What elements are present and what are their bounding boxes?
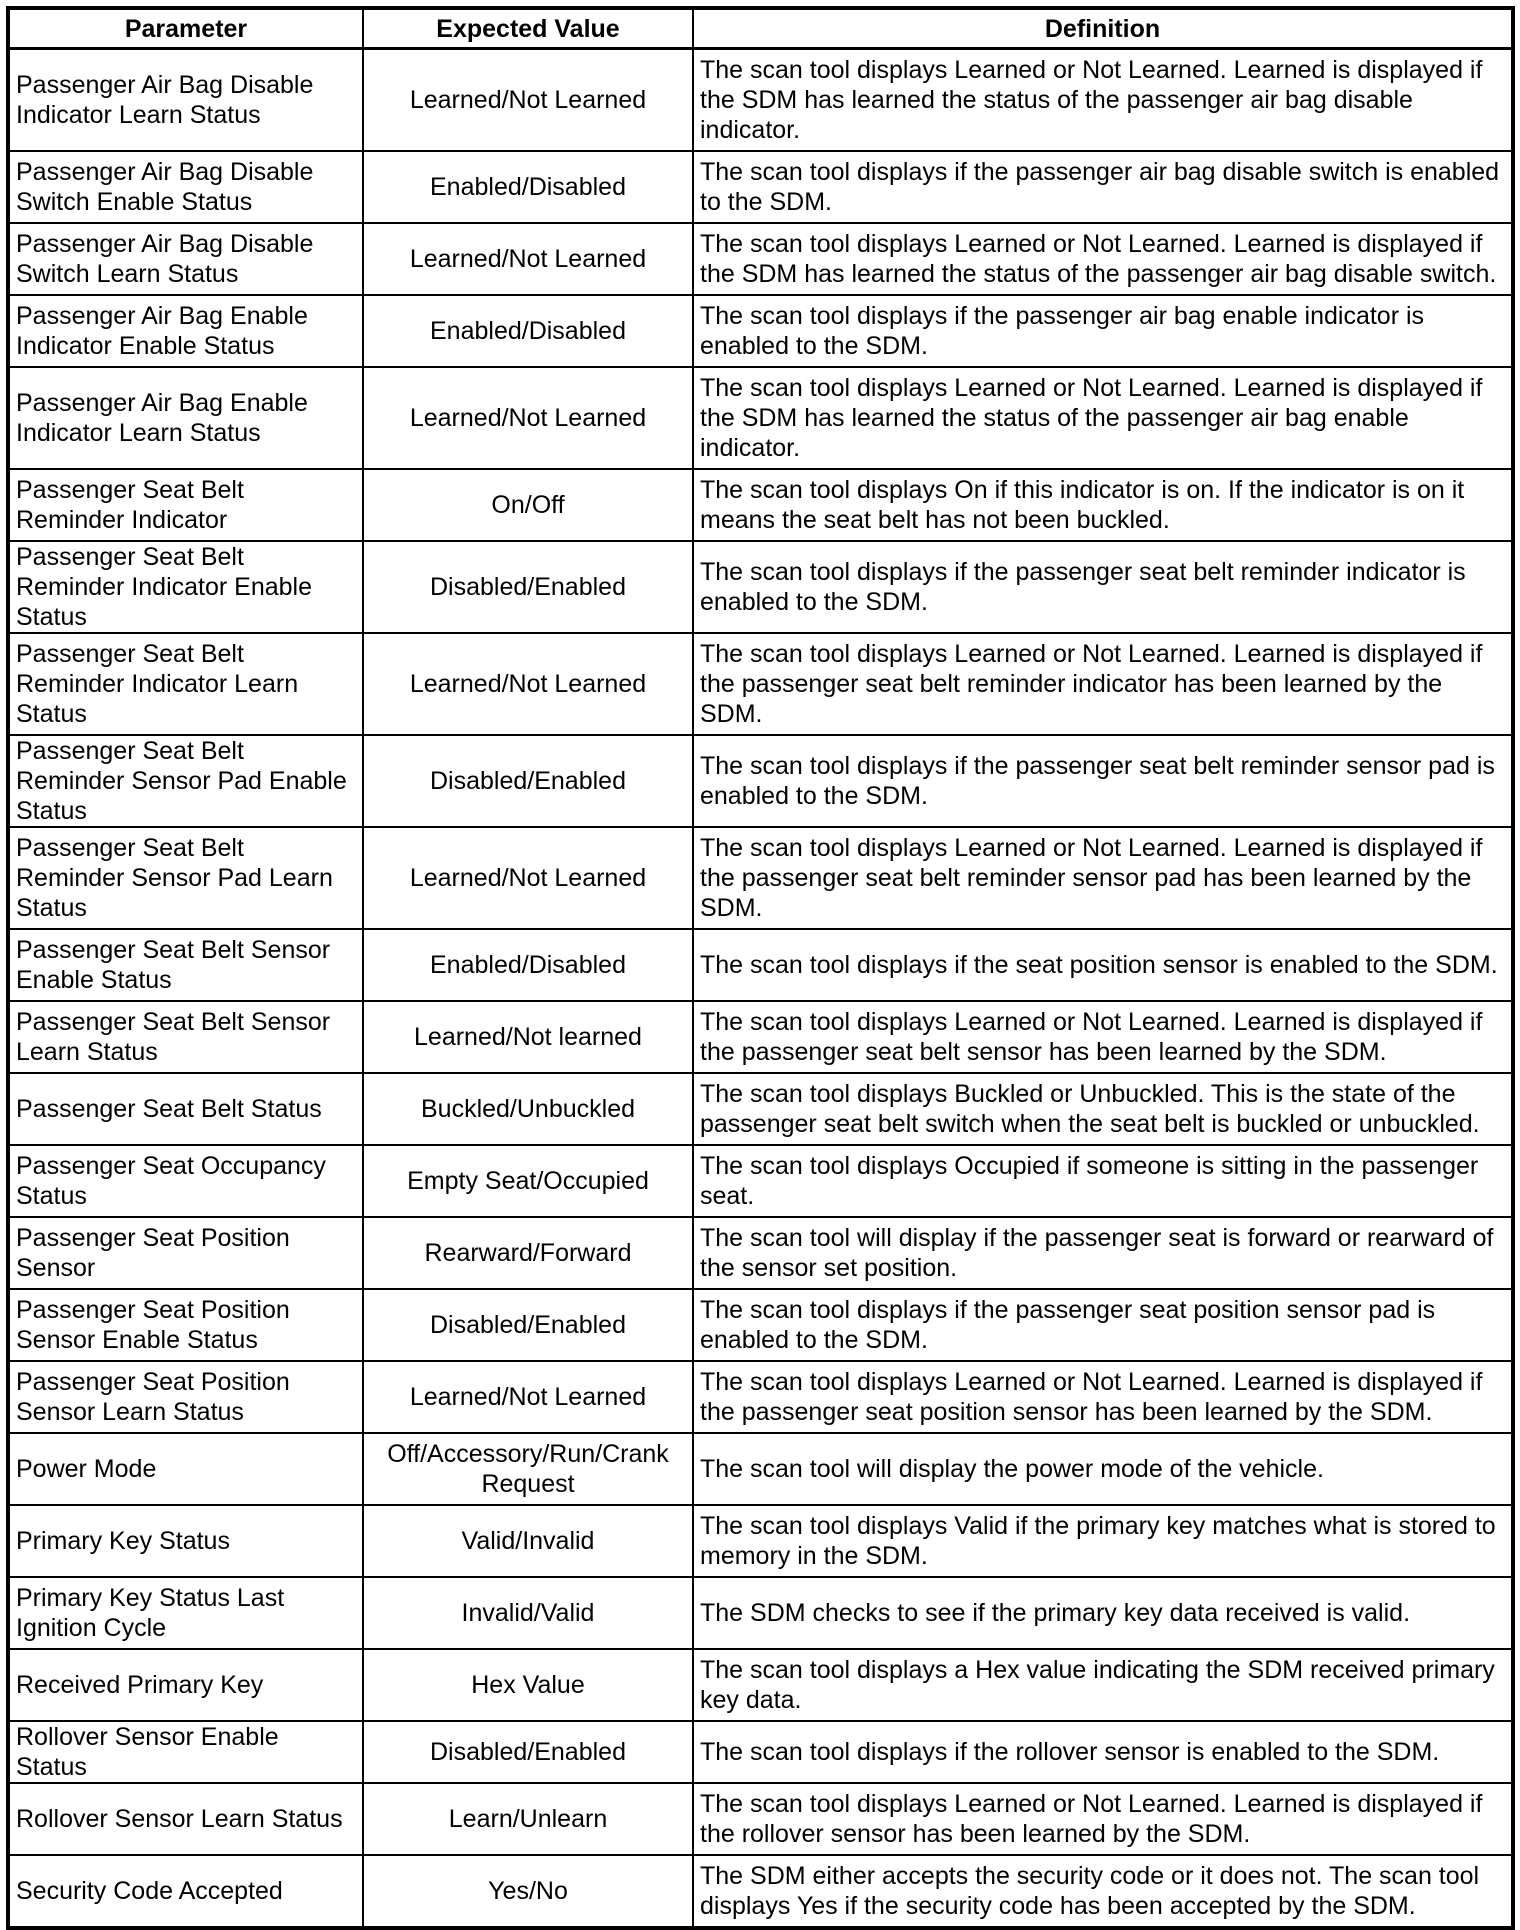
table-row: [8, 827, 1513, 929]
parameter-cell: Passenger Seat Belt Reminder Indicator: [8, 469, 363, 541]
expected-value-cell: Learned/Not Learned: [363, 827, 693, 929]
parameter-cell: Passenger Seat Belt Sensor Enable Status: [8, 929, 363, 1001]
definition-cell: The scan tool displays Learned or Not Learned. Learned is displayed if the rollover sensor has been learned by the SDM.: [693, 1783, 1513, 1855]
expected-value-cell: Learned/Not Learned: [363, 1361, 693, 1433]
table-header-row: [8, 8, 1513, 49]
expected-value-cell: Learn/Unlearn: [363, 1783, 693, 1855]
parameter-cell: Primary Key Status Last Ignition Cycle: [8, 1577, 363, 1649]
definition-cell: The scan tool displays Learned or Not Learned. Learned is displayed if the passenger seat belt reminder indicator has been learned by the SDM.: [693, 633, 1513, 735]
parameter-cell: Passenger Seat Occupancy Status: [8, 1145, 363, 1217]
definition-cell: The scan tool displays if the rollover sensor is enabled to the SDM.: [693, 1721, 1513, 1783]
table-row: [8, 1073, 1513, 1145]
definition-cell: The scan tool displays if the passenger seat position sensor pad is enabled to the SDM.: [693, 1289, 1513, 1361]
parameter-cell: Passenger Air Bag Enable Indicator Enable Status: [8, 295, 363, 367]
parameter-cell: Rollover Sensor Learn Status: [8, 1783, 363, 1855]
table-row: [8, 1649, 1513, 1721]
expected-value-cell: Disabled/Enabled: [363, 1289, 693, 1361]
parameter-cell: Passenger Air Bag Disable Switch Learn Status: [8, 223, 363, 295]
expected-value-cell: Disabled/Enabled: [363, 541, 693, 633]
table-row: [8, 1855, 1513, 1928]
expected-value-cell: Empty Seat/Occupied: [363, 1145, 693, 1217]
definition-cell: The scan tool displays Occupied if someone is sitting in the passenger seat.: [693, 1145, 1513, 1217]
definition-cell: The scan tool displays Learned or Not Learned. Learned is displayed if the SDM has learned the status of the passenger air bag enable indicator.: [693, 367, 1513, 469]
parameter-cell: Received Primary Key: [8, 1649, 363, 1721]
definition-cell: The scan tool displays Learned or Not Learned. Learned is displayed if the SDM has learned the status of the passenger air bag disable switch.: [693, 223, 1513, 295]
table-row: [8, 223, 1513, 295]
definition-cell: The scan tool displays On if this indicator is on. If the indicator is on it means the seat belt has not been buckled.: [693, 469, 1513, 541]
definition-cell: The scan tool displays a Hex value indicating the SDM received primary key data.: [693, 1649, 1513, 1721]
parameter-table: [6, 6, 1515, 1930]
definition-cell: The scan tool displays if the passenger seat belt reminder indicator is enabled to the SDM.: [693, 541, 1513, 633]
parameter-cell: Primary Key Status: [8, 1505, 363, 1577]
expected-value-cell: On/Off: [363, 469, 693, 541]
table-row: [8, 49, 1513, 152]
definition-cell: The scan tool displays if the passenger seat belt reminder sensor pad is enabled to the SDM.: [693, 735, 1513, 827]
parameter-cell: Power Mode: [8, 1433, 363, 1505]
expected-value-cell: Yes/No: [363, 1855, 693, 1928]
expected-value-cell: Learned/Not Learned: [363, 633, 693, 735]
expected-value-cell: Learned/Not learned: [363, 1001, 693, 1073]
table-row: [8, 1001, 1513, 1073]
definition-cell: The scan tool displays if the passenger air bag disable switch is enabled to the SDM.: [693, 151, 1513, 223]
expected-value-cell: Learned/Not Learned: [363, 367, 693, 469]
expected-value-cell: Learned/Not Learned: [363, 223, 693, 295]
table-row: [8, 1721, 1513, 1783]
table-row: [8, 1289, 1513, 1361]
table-row: [8, 1505, 1513, 1577]
expected-value-cell: Enabled/Disabled: [363, 151, 693, 223]
expected-value-cell: Rearward/Forward: [363, 1217, 693, 1289]
table-row: [8, 1217, 1513, 1289]
parameter-cell: Passenger Seat Belt Reminder Indicator Enable Status: [8, 541, 363, 633]
parameter-cell: Passenger Air Bag Disable Switch Enable Status: [8, 151, 363, 223]
expected-value-cell: Invalid/Valid: [363, 1577, 693, 1649]
parameter-cell: Passenger Seat Belt Status: [8, 1073, 363, 1145]
definition-cell: The scan tool displays if the passenger air bag enable indicator is enabled to the SDM.: [693, 295, 1513, 367]
definition-cell: The scan tool displays Learned or Not Learned. Learned is displayed if the passenger seat position sensor has been learned by the SDM.: [693, 1361, 1513, 1433]
parameter-cell: Passenger Seat Belt Reminder Sensor Pad Learn Status: [8, 827, 363, 929]
header-definition: Definition: [693, 8, 1513, 49]
parameter-cell: Passenger Seat Position Sensor: [8, 1217, 363, 1289]
expected-value-cell: Disabled/Enabled: [363, 735, 693, 827]
table-row: [8, 541, 1513, 633]
table-row: [8, 1783, 1513, 1855]
header-parameter: Parameter: [8, 8, 363, 49]
expected-value-cell: Buckled/Unbuckled: [363, 1073, 693, 1145]
definition-cell: The scan tool displays if the seat position sensor is enabled to the SDM.: [693, 929, 1513, 1001]
definition-cell: The scan tool displays Valid if the primary key matches what is stored to memory in the SDM.: [693, 1505, 1513, 1577]
parameter-cell: Passenger Seat Belt Sensor Learn Status: [8, 1001, 363, 1073]
expected-value-cell: Disabled/Enabled: [363, 1721, 693, 1783]
definition-cell: The scan tool will display the power mode of the vehicle.: [693, 1433, 1513, 1505]
parameter-cell: Security Code Accepted: [8, 1855, 363, 1928]
definition-cell: The scan tool displays Learned or Not Learned. Learned is displayed if the passenger seat belt sensor has been learned by the SDM.: [693, 1001, 1513, 1073]
table-row: [8, 633, 1513, 735]
expected-value-cell: Enabled/Disabled: [363, 929, 693, 1001]
table-row: [8, 929, 1513, 1001]
parameter-cell: Passenger Seat Position Sensor Learn Status: [8, 1361, 363, 1433]
definition-cell: The SDM checks to see if the primary key data received is valid.: [693, 1577, 1513, 1649]
definition-cell: The scan tool displays Buckled or Unbuckled. This is the state of the passenger seat belt switch when the seat belt is buckled or unbuckled.: [693, 1073, 1513, 1145]
expected-value-cell: Off/Accessory/Run/Crank Request: [363, 1433, 693, 1505]
definition-cell: The scan tool displays Learned or Not Learned. Learned is displayed if the passenger seat belt reminder sensor pad has been learned by the SDM.: [693, 827, 1513, 929]
expected-value-cell: Enabled/Disabled: [363, 295, 693, 367]
definition-cell: The SDM either accepts the security code or it does not. The scan tool displays Yes if the security code has been accepted by the SDM.: [693, 1855, 1513, 1928]
header-expected-value: Expected Value: [363, 8, 693, 49]
expected-value-cell: Valid/Invalid: [363, 1505, 693, 1577]
table-row: [8, 1433, 1513, 1505]
table-row: [8, 1145, 1513, 1217]
expected-value-cell: Learned/Not Learned: [363, 49, 693, 152]
table-row: [8, 1577, 1513, 1649]
definition-cell: The scan tool displays Learned or Not Learned. Learned is displayed if the SDM has learned the status of the passenger air bag disable indicator.: [693, 49, 1513, 152]
table-row: [8, 1361, 1513, 1433]
parameter-cell: Passenger Seat Belt Reminder Sensor Pad Enable Status: [8, 735, 363, 827]
parameter-cell: Passenger Air Bag Disable Indicator Learn Status: [8, 49, 363, 152]
expected-value-cell: Hex Value: [363, 1649, 693, 1721]
parameter-cell: Rollover Sensor Enable Status: [8, 1721, 363, 1783]
table-row: [8, 367, 1513, 469]
table-row: [8, 469, 1513, 541]
parameter-cell: Passenger Seat Position Sensor Enable Status: [8, 1289, 363, 1361]
parameter-cell: Passenger Air Bag Enable Indicator Learn Status: [8, 367, 363, 469]
table-row: [8, 735, 1513, 827]
definition-cell: The scan tool will display if the passenger seat is forward or rearward of the sensor set position.: [693, 1217, 1513, 1289]
table-row: [8, 295, 1513, 367]
parameter-cell: Passenger Seat Belt Reminder Indicator Learn Status: [8, 633, 363, 735]
table-row: [8, 151, 1513, 223]
